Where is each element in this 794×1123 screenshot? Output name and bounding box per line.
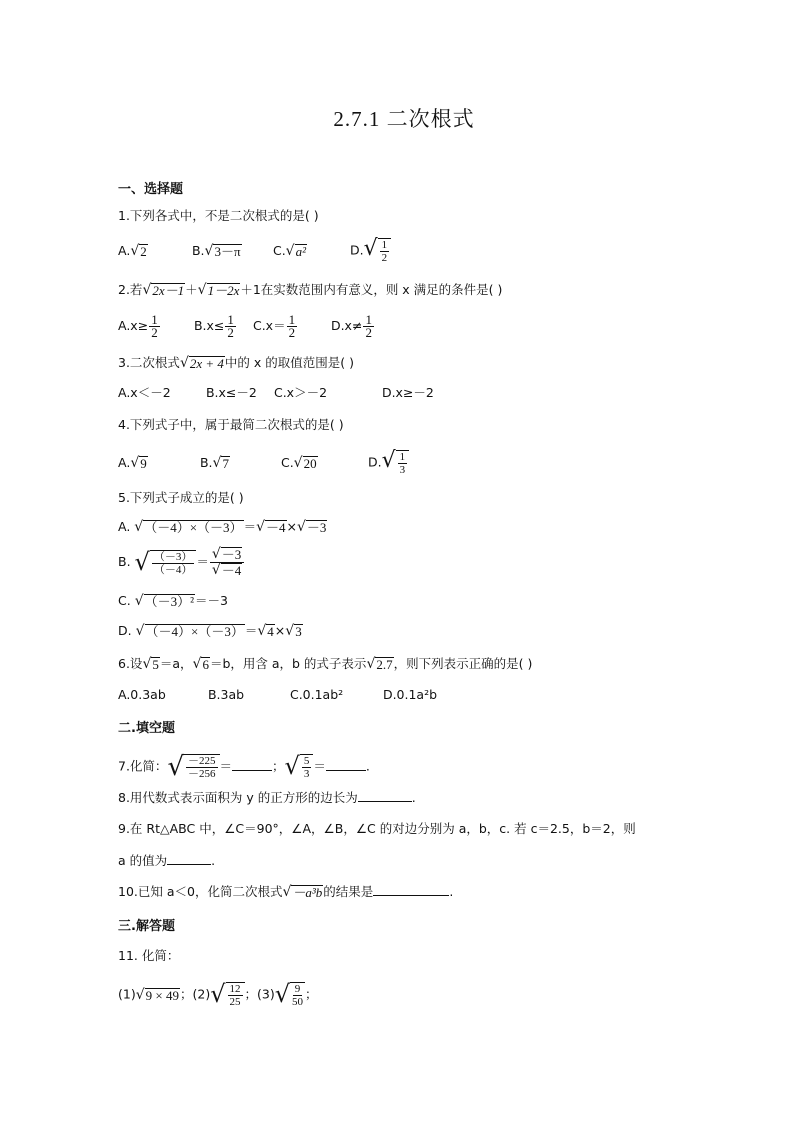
question-9-line1: 9.在 Rt△ABC 中，∠C＝90°，∠A，∠B，∠C 的对边分别为 a，b，c. 若 c＝2.5，b＝2，则 [118,821,636,836]
section-heading-fill-in: 二.填空题 [118,721,175,736]
answer-blank[interactable] [358,789,412,802]
answer-blank[interactable] [232,758,272,771]
question-8: 8.用代数式表示面积为 y 的正方形的边长为 . [118,790,416,805]
option-a: A. √ 9 [118,454,147,471]
question-5-option-b: B. √ $\frac{(-3)}{(-4)}$ ＝ √ －3 √ －4 [118,547,245,578]
answer-blank[interactable] [326,758,366,771]
question-5-option-a: A. √ （－4）×（－3） ＝ √ －4 × √ －3 [118,519,327,535]
option-c: C.0.1ab² [289,687,344,702]
option-b: B. √ 7 [199,454,229,471]
option-a: A.x＜－2 [118,385,171,400]
question-5-stem: 5.下列式子成立的是( ) [118,490,244,505]
option-d: D.x≥－2 [381,385,434,400]
option-d: D.0.1a²b [382,687,438,702]
option-b: B.3ab [207,687,245,702]
option-d: D. √ $\frac{1}{2}$ [350,238,391,264]
option-c: C.x＝ $\frac{1}{2}$ [252,312,296,340]
question-2-stem: 2.若 √ 2x－1 ＋ √ 1－2x ＋1在实数范围内有意义，则 x 满足的条件是( ) [118,282,503,298]
question-6-stem: 6.设 √ 5 ＝a， √ 6 ＝b，用含 a，b 的式子表示 √ 2.7 ，则下列表示正确的是( ) [118,656,533,672]
option-c: C.x＞－2 [273,385,328,400]
question-5-option-d: D. √ （－4）×（－3） ＝ √ 4 × √ 3 [118,623,302,639]
page-title: 2.7.1 二次根式 [333,107,475,131]
option-d: D. √ $\frac{1}{3}$ [368,450,409,476]
question-5-option-c: C. √ （－3）² ＝－3 [118,593,228,609]
question-1-options [118,238,391,264]
question-3-options [118,384,434,402]
question-10: 10.已知 a＜0，化简二次根式 √ －a³b 的结果是 . [118,884,454,900]
question-4-options [118,450,409,476]
option-b: B. √ 3－π [191,242,241,259]
option-c: C. √ 20 [280,454,317,471]
question-11-stem: 11. 化简： [118,948,180,963]
question-11-parts: (1) √ 9 × 49 ；(2) √ $\frac{12}{25}$ ；(3) √ $\frac{9}{50}$ ； [118,980,318,1008]
question-9-line2: a 的值为 . [118,853,216,868]
question-6-options [118,686,437,704]
question-2-options [118,314,375,339]
question-3-stem: 3.二次根式 √ 2x + 4 中的 x 的取值范围是( ) [118,355,354,371]
option-a: A.x≥ $\frac{1}{2}$ [118,312,158,340]
answer-blank[interactable] [167,852,211,865]
option-b: B.x≤－2 [205,385,257,400]
option-d: D.x≠ $\frac{1}{2}$ [330,312,372,340]
question-4-stem: 4.下列式子中，属于最简二次根式的是( ) [118,417,344,432]
option-b: B.x≤ $\frac{1}{2}$ [193,312,234,340]
section-heading-choice: 一、选择题 [118,182,184,197]
question-7: 7.化简： √ $\frac{-225}{-256}$ ＝ ； √ $\frac{5}{3}$ ＝ . [118,752,370,782]
question-1-stem: 1.下列各式中，不是二次根式的是( ) [118,208,319,223]
option-c: C. √ a² [272,242,306,259]
option-a: A.0.3ab [118,687,166,702]
option-a: A. √ 2 [118,242,147,259]
section-heading-solve: 三.解答题 [118,919,175,934]
answer-blank[interactable] [373,883,449,896]
